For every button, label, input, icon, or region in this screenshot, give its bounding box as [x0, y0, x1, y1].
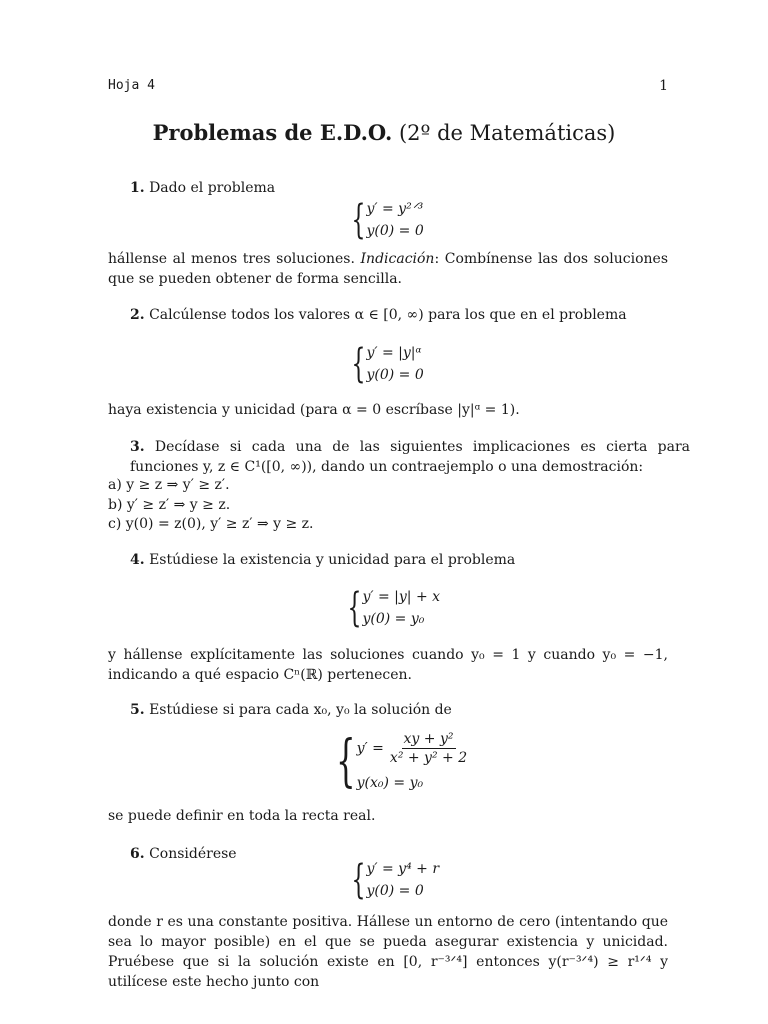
problem-5-eq-1-lhs: y′ = — [356, 740, 384, 757]
problem-2-intro — [108, 305, 690, 325]
problem-6-eq-2: y(0) = 0 — [366, 883, 424, 899]
problem-6-intro-text: Considérese — [144, 846, 237, 862]
problem-3-item-b: b) y′ ≥ z′ ⇒ y ≥ z. — [108, 497, 231, 513]
problem-2-intro-text: Calcúlense todos los valores α ∈ [0, ∞) para los que en el problema — [144, 307, 627, 323]
problem-2-system — [340, 342, 424, 386]
problem-5-system — [320, 730, 469, 794]
title-bold: Problemas de E.D.O. — [152, 120, 393, 145]
problem-5-eq-2: y(x₀) = y₀ — [356, 775, 424, 791]
problem-5-eq-1 — [357, 730, 469, 767]
problem-1-system — [340, 198, 424, 242]
problem-3-label: 3. — [130, 439, 145, 455]
problem-4-eq-1: y′ = |y| + x — [362, 589, 441, 605]
problem-6-eq-1: y′ = y⁴ + r — [366, 861, 440, 877]
title-rest: (2º de Matemáticas) — [392, 121, 616, 145]
problem-2-body: haya existencia y unicidad (para α = 0 escríbase |y|ᵅ = 1). — [108, 402, 520, 418]
problem-4-intro — [108, 550, 690, 570]
problem-5-intro-text: Estúdiese si para cada x₀, y₀ la solución de — [144, 702, 452, 718]
problem-3-intro-text: Decídase si cada una de las siguientes implicaciones es cierta para funciones y, z ∈ C¹([0, ∞)), dando un contraejemplo o una demostración: — [130, 439, 690, 475]
problem-1-intro-text: Dado el problema — [144, 180, 276, 196]
problem-1-text-a: hállense al menos tres soluciones. — [108, 251, 361, 267]
problem-4-intro-text: Estúdiese la existencia y unicidad para el problema — [144, 552, 516, 568]
problem-2-eq-2: y(0) = 0 — [366, 367, 424, 383]
problem-5-body: se puede definir en toda la recta real. — [108, 808, 376, 824]
left-brace: { — [336, 729, 356, 794]
left-brace: { — [351, 341, 366, 387]
problem-5-intro — [108, 700, 690, 720]
problem-6-label: 6. — [130, 846, 145, 862]
fraction-denominator: x² + y² + 2 — [389, 750, 468, 766]
problem-4-label: 4. — [130, 552, 145, 568]
left-brace: { — [351, 857, 366, 903]
page-title — [0, 120, 768, 146]
problem-6-system — [340, 858, 439, 902]
problem-3-item-a: a) y ≥ z ⇒ y′ ≥ z′. — [108, 477, 230, 493]
fraction — [388, 730, 469, 767]
problem-1-text-b: : Combínense las dos soluciones que se pueden obtener de forma sencilla. — [108, 251, 668, 287]
problem-1-eq-1: y′ = y²ᐟ³ — [366, 201, 424, 217]
problem-1-eq-2: y(0) = 0 — [366, 223, 424, 239]
page-number: 1 — [659, 78, 668, 94]
problem-3-intro — [108, 437, 690, 477]
problem-6-body: donde r es una constante positiva. Hállese un entorno de cero (intentando que sea lo mayor posible) en el que se pueda asegurar existencia y unicidad. Pruébese que si la solución existe en [0, r⁻³ᐟ⁴] entonces y(r⁻³ᐟ⁴) ≥ r¹ᐟ⁴ y utilícese este hecho junto con — [108, 914, 668, 990]
problem-2-eq-1: y′ = |y|ᵅ — [366, 345, 422, 361]
problem-1-label: 1. — [130, 180, 145, 196]
problem-1-intro — [108, 178, 690, 198]
sheet-label: Hoja 4 — [108, 78, 155, 93]
fraction-numerator: xy + y² — [403, 731, 454, 747]
left-brace: { — [351, 197, 366, 243]
problem-4-eq-2: y(0) = y₀ — [362, 611, 425, 627]
problem-3-item-c: c) y(0) = z(0), y′ ≥ z′ ⇒ y ≥ z. — [108, 516, 314, 532]
problem-1-hint-label: Indicación — [360, 251, 435, 267]
problem-1-body — [108, 249, 668, 289]
problem-5-label: 5. — [130, 702, 145, 718]
page-header — [108, 76, 668, 96]
problem-2-label: 2. — [130, 307, 145, 323]
problem-4-system — [336, 586, 440, 630]
left-brace: { — [347, 585, 362, 631]
problem-4-body: y hállense explícitamente las soluciones cuando y₀ = 1 y cuando y₀ = −1, indicando a qué espacio Cⁿ(ℝ) pertenecen. — [108, 647, 668, 683]
